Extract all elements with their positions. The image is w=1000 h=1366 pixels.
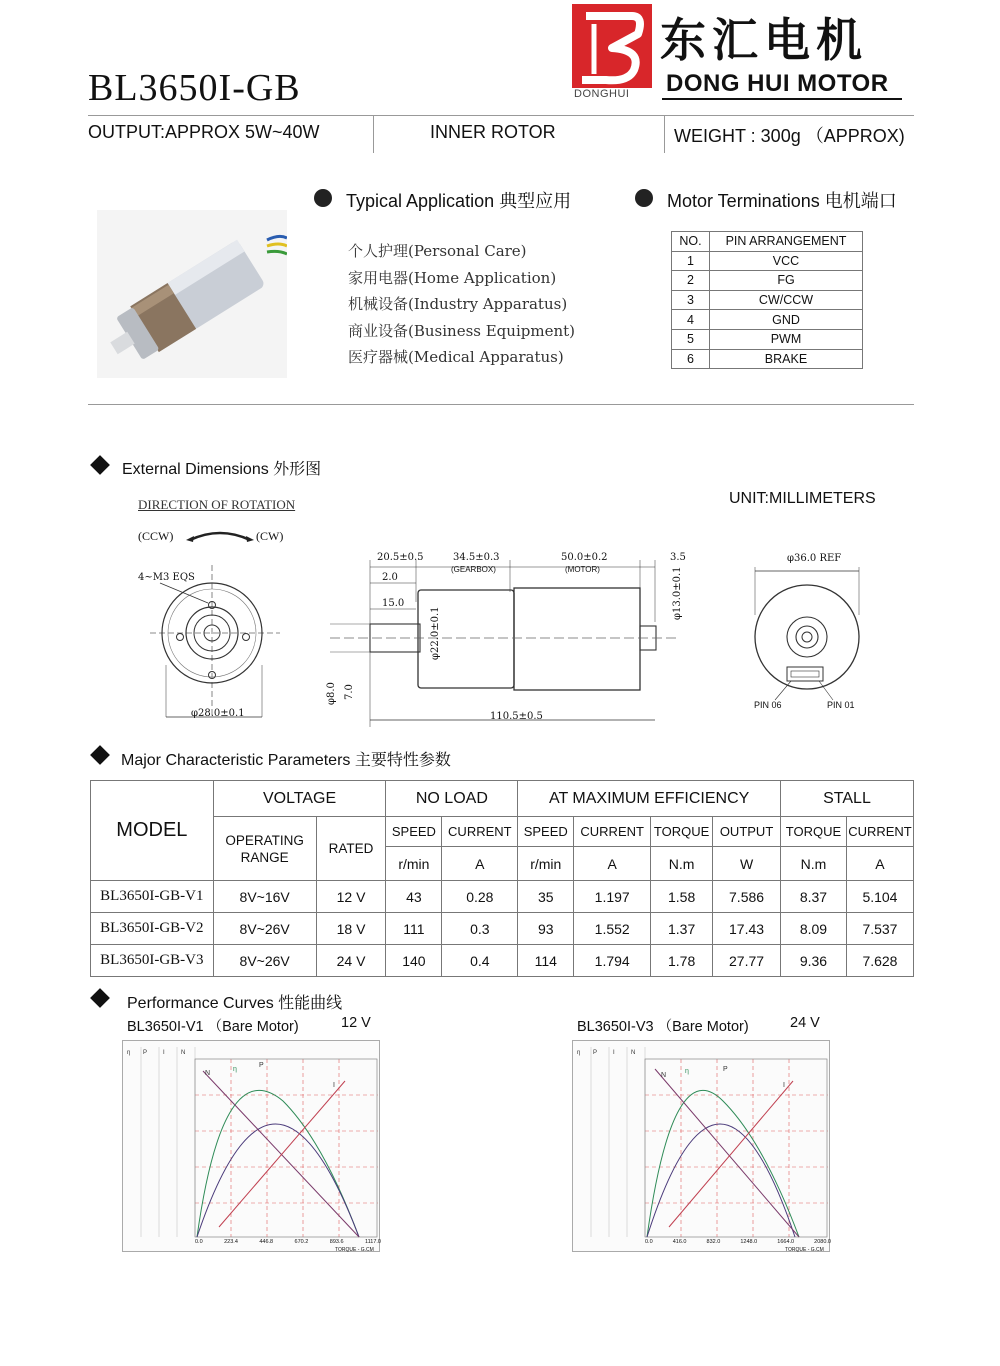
motor-photo (97, 210, 287, 378)
logo-mark (572, 4, 652, 100)
unit-cell: W (713, 847, 781, 881)
list-item: 家用电器(Home Application) (348, 268, 557, 287)
table-cell: 18 V (316, 913, 386, 945)
table-cell: 8.09 (781, 913, 847, 945)
x-tick: 893.6 (329, 1239, 344, 1245)
unit-cell: r/min (386, 847, 442, 881)
table-cell: 1.794 (574, 945, 651, 977)
table-row (91, 913, 914, 945)
pin-no: 5 (672, 329, 710, 349)
svg-text:P: P (259, 1062, 264, 1069)
table-cell: 27.77 (713, 945, 781, 977)
x-tick: 0.0 (195, 1239, 203, 1245)
list-item: 医疗器械(Medical Apparatus) (348, 348, 564, 366)
svg-text:P: P (723, 1066, 728, 1073)
table-row (672, 349, 863, 369)
d13-label: φ13.0±0.1 (672, 566, 683, 620)
application-list (348, 238, 575, 371)
table-cell: 1.58 (651, 881, 713, 913)
params-table (90, 780, 914, 977)
axis-letter: η (127, 1050, 131, 1056)
table-cell: 111 (386, 913, 442, 945)
torque-header: TORQUE (651, 817, 713, 847)
max-eff-header: AT MAXIMUM EFFICIENCY (518, 781, 781, 817)
curve-right-voltage: 24 V (790, 1015, 820, 1031)
rated-header: RATED (316, 817, 386, 881)
unit-cell: N.m (781, 847, 847, 881)
svg-text:I: I (333, 1082, 335, 1089)
table-cell: 8V~26V (213, 945, 316, 977)
model-cell: BL3650I-GB-V3 (91, 945, 214, 977)
rotor-spec: INNER ROTOR (430, 122, 556, 142)
table-cell: 1.78 (651, 945, 713, 977)
curve-left-caption: BL3650I-V1 （Bare Motor) (127, 1019, 299, 1035)
table-row (672, 271, 863, 291)
table-cell: 93 (518, 913, 574, 945)
x-tick: 670.2 (294, 1239, 309, 1245)
table-header: PIN ARRANGEMENT (710, 232, 863, 252)
unit-cell: A (574, 847, 651, 881)
d7-label: 7.0 (344, 684, 355, 700)
output-spec: OUTPUT:APPROX 5W~40W (88, 122, 320, 142)
len-20-label: 2.0 (382, 572, 398, 583)
x-axis-label: TORQUE - G.CM (335, 1247, 374, 1253)
x-tick: 1664.0 (777, 1239, 795, 1245)
motor-label: (MOTOR) (565, 565, 600, 574)
table-cell: 12 V (316, 881, 386, 913)
list-item: 商业设备(Business Equipment) (348, 321, 575, 340)
unit-cell: r/min (518, 847, 574, 881)
table-cell: 7.586 (713, 881, 781, 913)
voltage-header: VOLTAGE (213, 781, 386, 817)
len-500-label: 50.0±0.2 (561, 552, 608, 563)
unit-label: UNIT:MILLIMETERS (729, 490, 876, 507)
table-row (91, 881, 914, 913)
table-cell: 5.104 (846, 881, 913, 913)
len-1105-label: 110.5±0.5 (490, 711, 543, 722)
diamond-bullet-icon (90, 745, 110, 765)
speed-header: SPEED (518, 817, 574, 847)
rotation-arrow-icon (184, 528, 256, 549)
len-205-label: 20.5±0.5 (377, 552, 424, 563)
current-header: CURRENT (442, 817, 518, 847)
x-tick: 1248.0 (740, 1239, 758, 1245)
speed-header: SPEED (386, 817, 442, 847)
d22-label: φ22.0±0.1 (430, 606, 441, 660)
pin06-label: PIN 06 (754, 700, 782, 710)
pin-no: 1 (672, 251, 710, 271)
no-load-header: NO LOAD (386, 781, 518, 817)
table-header: NO. (672, 232, 710, 252)
list-item: 个人护理(Personal Care) (348, 242, 527, 260)
dimensions-heading: External Dimensions 外形图 (122, 461, 322, 478)
x-tick: 832.0 (706, 1239, 721, 1245)
pin01-label: PIN 01 (827, 700, 855, 710)
table-row (672, 329, 863, 349)
table-cell: 17.43 (713, 913, 781, 945)
page-title: BL3650I-GB (88, 67, 301, 109)
svg-text:η: η (685, 1068, 689, 1075)
table-cell: 35 (518, 881, 574, 913)
table-cell: 7.628 (846, 945, 913, 977)
table-cell: 1.552 (574, 913, 651, 945)
model-cell: BL3650I-GB-V2 (91, 913, 214, 945)
table-cell: 0.28 (442, 881, 518, 913)
curve-left-voltage: 12 V (341, 1015, 371, 1031)
ccw-label: (CCW) (138, 529, 174, 543)
x-tick: 223.4 (224, 1239, 238, 1245)
model-cell: BL3650I-GB-V1 (91, 881, 214, 913)
table-cell: 1.37 (651, 913, 713, 945)
cw-label: (CW) (256, 529, 284, 543)
x-axis-label: TORQUE - G.CM (785, 1247, 824, 1253)
stall-header: STALL (781, 781, 914, 817)
gearbox-label: (GEARBOX) (451, 565, 496, 574)
bullet-icon (635, 189, 653, 207)
screws-label: 4~M3 EQS (138, 572, 195, 583)
pin-name: GND (710, 310, 863, 330)
params-heading: Major Characteristic Parameters 主要特性参数 (121, 752, 451, 769)
table-cell: 8V~26V (213, 913, 316, 945)
d8-label: φ8.0 (326, 682, 337, 705)
terminations-heading: Motor Terminations 电机端口 (667, 191, 897, 211)
header-divider (373, 115, 374, 153)
svg-text:P: P (143, 1050, 148, 1056)
d28-label: φ28.0±0.1 (191, 708, 245, 719)
header-top-rule (88, 115, 914, 116)
len-35-label: 3.5 (670, 552, 686, 563)
x-tick: 446.8 (259, 1239, 274, 1245)
table-cell: 0.3 (442, 913, 518, 945)
bullet-icon (314, 189, 332, 207)
diamond-bullet-icon (90, 988, 110, 1008)
header-divider (664, 115, 665, 153)
pin-table (671, 231, 863, 369)
pin-no: 6 (672, 349, 710, 369)
pin-no: 2 (672, 271, 710, 291)
table-cell: 140 (386, 945, 442, 977)
output-header: OUTPUT (713, 817, 781, 847)
operating-range-header: OPERATING RANGE (213, 817, 316, 881)
table-row (672, 251, 863, 271)
table-cell: 1.197 (574, 881, 651, 913)
torque-header: TORQUE (781, 817, 847, 847)
unit-cell: A (442, 847, 518, 881)
application-heading: Typical Application 典型应用 (346, 191, 572, 211)
curve-right-caption: BL3650I-V3 （Bare Motor) (577, 1019, 749, 1035)
len-150-label: 15.0 (382, 598, 405, 609)
table-cell: 0.4 (442, 945, 518, 977)
pin-name: FG (710, 271, 863, 291)
rotation-label: DIRECTION OF ROTATION (138, 497, 296, 512)
table-row (91, 945, 914, 977)
x-tick-labels (195, 1239, 381, 1245)
table-cell: 9.36 (781, 945, 847, 977)
current-header: CURRENT (846, 817, 913, 847)
logo-english: DONG HUI MOTOR (666, 70, 889, 97)
performance-chart-right (572, 1040, 830, 1252)
pin-no: 3 (672, 290, 710, 310)
rear-view-drawing (745, 555, 875, 715)
svg-text:η: η (577, 1050, 581, 1056)
list-item: 机械设备(Industry Apparatus) (348, 295, 568, 313)
pin-name: BRAKE (710, 349, 863, 369)
table-cell: 8V~16V (213, 881, 316, 913)
unit-cell: A (846, 847, 913, 881)
logo-brand-text: DONGHUI (574, 88, 630, 100)
logo-chinese: 东汇电机 (660, 13, 868, 67)
x-tick: 416.0 (672, 1239, 687, 1245)
len-345-label: 34.5±0.3 (453, 552, 500, 563)
svg-text:N: N (661, 1072, 667, 1079)
svg-text:N: N (181, 1050, 186, 1056)
svg-text:N: N (631, 1050, 636, 1056)
pin-name: CW/CCW (710, 290, 863, 310)
table-cell: 8.37 (781, 881, 847, 913)
section-divider (88, 404, 914, 405)
x-tick: 1117.0 (364, 1239, 381, 1245)
performance-chart-left (122, 1040, 380, 1252)
svg-text:P: P (593, 1050, 598, 1056)
svg-text:I: I (613, 1050, 615, 1056)
current-header: CURRENT (574, 817, 651, 847)
d36-label: φ36.0 REF (787, 553, 842, 564)
svg-text:I: I (163, 1050, 165, 1056)
table-cell: 24 V (316, 945, 386, 977)
weight-spec: WEIGHT : 300g （APPROX) (674, 126, 905, 146)
unit-cell: N.m (651, 847, 713, 881)
table-row (672, 310, 863, 330)
pin-name: PWM (710, 329, 863, 349)
x-tick-labels (645, 1239, 831, 1245)
table-cell: 7.537 (846, 913, 913, 945)
svg-text:I: I (783, 1082, 785, 1089)
x-tick: 2080.0 (814, 1239, 831, 1245)
curves-heading: Performance Curves 性能曲线 (127, 995, 343, 1012)
x-tick: 0.0 (645, 1239, 653, 1245)
table-cell: 43 (386, 881, 442, 913)
front-view-drawing (130, 565, 290, 725)
logo-underline (662, 98, 902, 100)
pin-name: VCC (710, 251, 863, 271)
pin-no: 4 (672, 310, 710, 330)
table-row (672, 290, 863, 310)
svg-text:N: N (205, 1070, 211, 1077)
model-header: MODEL (91, 781, 214, 881)
diamond-bullet-icon (90, 455, 110, 475)
svg-text:η: η (233, 1066, 237, 1073)
table-cell: 114 (518, 945, 574, 977)
